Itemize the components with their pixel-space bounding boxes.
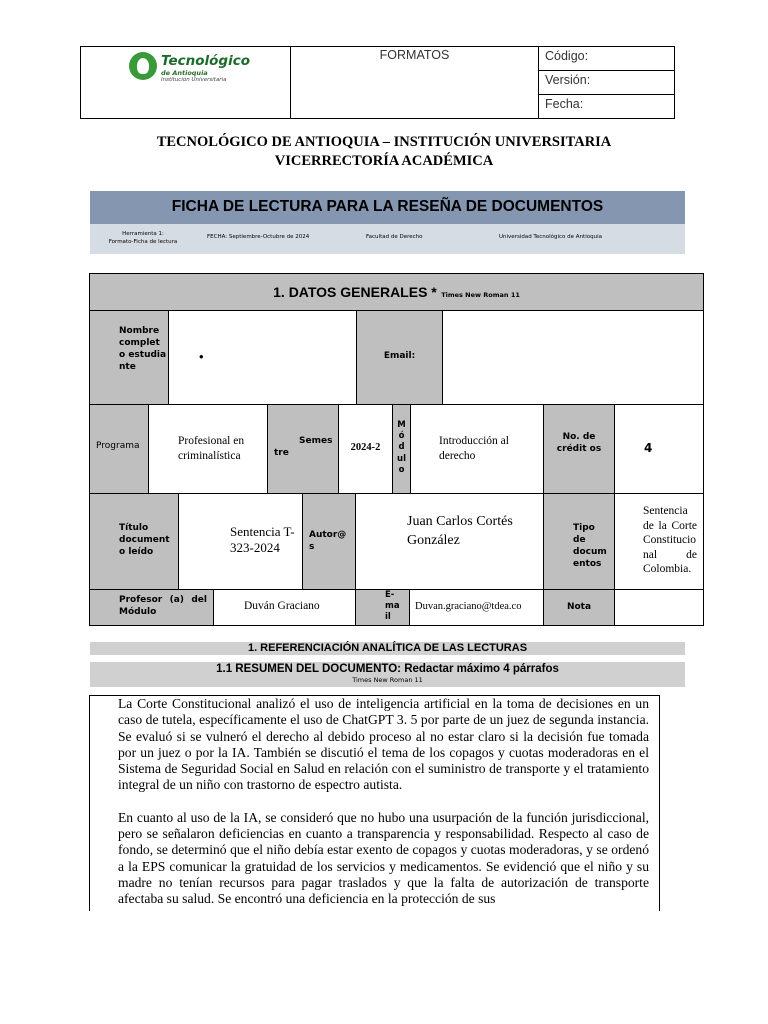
resumen-textbox[interactable]: [89, 695, 660, 911]
email-label: Email:: [357, 311, 443, 405]
semestre-label: [268, 405, 339, 494]
email2-value[interactable]: Duvan.graciano@tdea.co: [409, 590, 544, 626]
resumen-font-note: Times New Roman 11: [352, 676, 423, 684]
autor-value[interactable]: Juan Carlos Cortés González: [356, 494, 544, 590]
resumen-paragraph-2: En cuanto al uso de la IA, se consideró que no hubo una usurpación de la función jurisdiccional, pero se señalaron deficiencias en cuanto a transparencia y responsabilidad. Respecto al caso de fondo, se determinó que el niño debía estar exento de copagos y cuotas moderadoras, y se ordenó a la EPS comunicar la gratuidad de los servicios y medicamentos. Se evidenció que el niño y su madre no tenían recursos para pagar traslados y que la falta de autorización de transporte afectaba su salud. Se encontró una deficiencia en la protección de sus: [118, 809, 649, 907]
titulo-label: Título document o leído: [90, 494, 179, 590]
universidad: Universidad Tecnológico de Antioquia: [499, 234, 602, 240]
fecha-period: FECHA: Septiembre-Octubre de 2024: [207, 234, 310, 240]
semestre-label-2: tre: [274, 448, 289, 458]
form-title: FICHA DE LECTURA PARA LA RESEÑA DE DOCUMENTOS: [90, 191, 685, 224]
programa-value[interactable]: Profesional en criminalística: [149, 405, 268, 494]
resumen-header: [90, 662, 685, 687]
referenciacion-title: 1. REFERENCIACIÓN ANALÍTICA DE LAS LECTURAS: [90, 642, 685, 655]
profesor-label: Profesor (a) del Módulo: [90, 590, 214, 626]
document-header: [80, 46, 675, 119]
tool-line2: Formato-Ficha de lectura: [108, 239, 178, 245]
fecha-label: Fecha:: [545, 97, 584, 111]
nota-value[interactable]: [615, 590, 703, 626]
logo-leaf-icon: [129, 52, 157, 80]
modulo-value[interactable]: Introducción al derecho: [411, 405, 544, 494]
tipo-label: Tipo de docum entos: [544, 494, 615, 590]
institution-name: TECNOLÓGICO DE ANTIOQUIA – INSTITUCIÓN UNIVERSITARIA: [156, 134, 612, 150]
email-value[interactable]: [443, 311, 703, 405]
resumen-paragraph-1: La Corte Constitucional analizó el uso de inteligencia artificial en la toma de decisiones en un caso de tutela, específicamente el uso de ChatGPT 3. 5 por parte de un juez de segunda instancia. Se evaluó si se vulneró el derecho al debido proceso al no estar claro si la decisión fue tomada por un juez o por la IA. También se discutió el tema de los copagos y cuotas moderadoras en el Sistema de Seguridad Social en Salud en relación con el suministro de transporte y el tratamiento integral de un niño con trastorno de espectro autista.: [118, 696, 649, 793]
creditos-value[interactable]: 4: [615, 405, 703, 494]
logo-sub1: de Antioquia: [161, 69, 208, 77]
profesor-value[interactable]: Duván Graciano: [214, 590, 356, 626]
logo-cell: [81, 47, 291, 118]
titulo-value[interactable]: Sentencia T-323-2024: [179, 494, 303, 590]
vicerrectoria: VICERRECTORÍA ACADÉMICA: [274, 153, 494, 169]
resumen-title: 1.1 RESUMEN DEL DOCUMENTO: Redactar máximo 4 párrafos: [216, 663, 559, 675]
form-subbar: [90, 224, 685, 254]
facultad: Facultad de Derecho: [366, 234, 423, 240]
email2-label: E-ma il: [356, 590, 410, 626]
logo-name: Tecnológico: [161, 53, 250, 69]
nombre-label: Nombre complet o estudia nte: [90, 311, 169, 405]
nombre-value[interactable]: •: [169, 311, 357, 405]
codigo-label: Código:: [539, 47, 675, 71]
datos-generales-title: 1. DATOS GENERALES *: [273, 284, 437, 300]
creditos-label: No. de crédit os: [544, 405, 615, 494]
tipo-value[interactable]: Sentencia de la Corte Constitucio nal de Colombia.: [615, 494, 703, 590]
tool-label: [103, 230, 183, 246]
institution-logo: [129, 52, 279, 86]
datos-generales-header: [90, 274, 703, 311]
meta-cell: [539, 47, 675, 118]
datos-generales-table: [89, 273, 704, 626]
semestre-value[interactable]: 2024-2: [339, 405, 393, 494]
modulo-label: Módulo: [393, 405, 411, 494]
autor-label: Autor@ s: [303, 494, 356, 590]
tool-line1: Herramienta 1:: [122, 231, 164, 237]
nota-label: Nota: [544, 590, 615, 626]
programa-label: Programa: [90, 405, 149, 494]
semestre-label-1: Semes: [299, 436, 333, 446]
version-label: Versión:: [539, 71, 675, 95]
formats-cell: FORMATOS: [291, 47, 539, 118]
logo-sub2: Institución Universitaria: [161, 77, 227, 83]
datos-generales-font-note: Times New Roman 11: [441, 291, 520, 299]
